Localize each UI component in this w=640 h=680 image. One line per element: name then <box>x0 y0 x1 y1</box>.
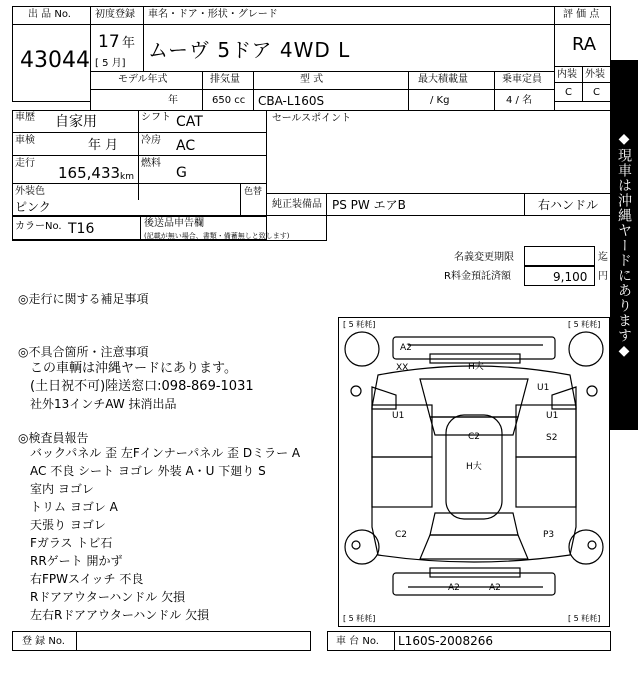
name-change-box <box>524 246 595 266</box>
max-load-value: / Kg <box>430 95 450 106</box>
color-no-label: カラーNo. <box>15 221 62 232</box>
damage-mark: C2 <box>468 432 481 442</box>
inspection-label: 車検 <box>15 135 35 146</box>
inspector-line: RRゲート 開かず <box>30 554 123 568</box>
max-load-label: 最大積載量 <box>418 74 468 85</box>
inspector-line: 左右Rドアアウターハンドル 欠損 <box>30 608 210 622</box>
sales-point-label: セールスポイント <box>272 113 352 124</box>
name-change-unit: 迄 <box>598 252 608 263</box>
fuel-value: G <box>176 165 187 181</box>
inspector-line: 天張り ヨゴレ <box>30 518 106 532</box>
first-reg-label: 初度登録 <box>95 9 135 20</box>
name-change-label: 名義変更期限 <box>454 252 514 263</box>
damage-mark: U1 <box>392 411 405 421</box>
tire-depth-top-right: [ 5 粍耗] <box>568 320 601 329</box>
aircon-value: AC <box>176 138 196 154</box>
post-reg-label: 後送品申告欄 <box>144 218 204 229</box>
damage-mark: C2 <box>395 530 408 540</box>
mileage-unit: km <box>120 172 134 182</box>
damage-mark: U1 <box>537 383 550 393</box>
reg-no-label: 登 録 No. <box>22 636 65 647</box>
inspector-title: ◎検査員報告 <box>18 431 89 445</box>
tire-depth-bottom-right: [ 5 粍耗] <box>568 614 601 623</box>
equipment-label: 純正装備品 <box>272 199 322 210</box>
first-reg-month: [ 5 月] <box>95 58 126 69</box>
score-label: 評 価 点 <box>563 9 600 20</box>
inspector-line: 右FPWスイッチ 不良 <box>30 572 144 586</box>
chassis-value: L160S-2008266 <box>398 634 493 648</box>
displacement-label: 排気量 <box>210 74 240 85</box>
damage-mark: A2 <box>489 583 501 593</box>
recycle-value: 9,100 <box>553 270 588 284</box>
model-year-unit: 年 <box>168 95 178 106</box>
equipment-value: PS PW エアB <box>332 198 406 212</box>
displacement-value: 650 cc <box>212 95 246 106</box>
okinawa-yard-banner: ◆現車は沖縄ヤードにあります◆ <box>610 60 638 430</box>
post-reg-note: (記載が無い場合、書類・備蓄無しと致します) <box>144 232 290 240</box>
exterior-label: 外装 <box>585 69 605 80</box>
color-label: 外装色 <box>15 186 45 197</box>
damage-mark: A2 <box>400 343 412 353</box>
capacity-value: 4 / 名 <box>506 95 533 106</box>
color-change-label: 色替 <box>244 187 263 197</box>
capacity-label: 乗車定員 <box>502 74 542 85</box>
tire-depth-top-left: [ 5 粍耗] <box>343 320 376 329</box>
color-value: ピンク <box>15 200 51 214</box>
issues-title: ◎不具合箇所・注意事項 <box>18 345 149 359</box>
type-value: CBA-L160S <box>258 94 325 108</box>
score-value: RA <box>572 34 597 55</box>
color-no-value: T16 <box>68 221 95 237</box>
issue-line: 社外13インチAW 抹消出品 <box>30 397 177 411</box>
aircon-label: 冷房 <box>141 135 161 146</box>
damage-mark: XX <box>396 363 409 373</box>
model-year-label: モデル年式 <box>118 74 168 85</box>
mileage-value: 165,433 <box>58 164 121 182</box>
issue-line: この車輌は沖縄ヤードにあります。 <box>30 361 237 376</box>
car-name: ムーヴ 5ドア 4WD L <box>148 38 351 62</box>
shift-value: CAT <box>176 114 203 130</box>
interior-label: 内装 <box>557 69 577 80</box>
inspector-line: Rドアアウターハンドル 欠損 <box>30 590 186 604</box>
inspector-line: バックパネル 歪 左Fインナーパネル 歪 Dミラー A <box>30 446 301 460</box>
type-label: 型 式 <box>300 74 324 85</box>
driving-notes-title: ◎走行に関する補足事項 <box>18 292 149 306</box>
handle-value: 右ハンドル <box>538 198 599 212</box>
first-reg-year-unit: 年 <box>122 36 136 51</box>
damage-mark: S2 <box>546 433 558 443</box>
damage-mark: H大 <box>468 362 484 372</box>
inspector-line: 室内 ヨゴレ <box>30 482 94 496</box>
shift-label: シフト <box>141 112 171 123</box>
lot-label: 出 品 No. <box>28 9 71 20</box>
damage-mark: H大 <box>466 462 482 472</box>
damage-mark: U1 <box>546 411 559 421</box>
recycle-unit: 円 <box>598 271 608 282</box>
chassis-label: 車 台 No. <box>336 636 379 647</box>
damage-mark: P3 <box>543 530 555 540</box>
inspector-line: トリム ヨゴレ A <box>30 500 118 514</box>
tire-depth-bottom-left: [ 5 粍耗] <box>343 614 376 623</box>
inspector-line: AC 不良 シート ヨゴレ 外装 A・U 下廻り S <box>30 464 266 478</box>
recycle-label: R料金預託済額 <box>444 271 511 282</box>
fuel-label: 燃料 <box>141 158 161 169</box>
history-value: 自家用 <box>55 114 97 130</box>
car-name-label: 車名・ドア・形状・グレード <box>148 9 278 20</box>
history-label: 車歴 <box>15 112 35 123</box>
inspection-value: 年 月 <box>88 138 119 153</box>
first-reg-year: 17 <box>98 32 120 52</box>
interior-value: C <box>565 87 572 98</box>
mileage-label: 走行 <box>15 158 35 169</box>
exterior-value: C <box>593 87 600 98</box>
lot-number: 43044 <box>20 48 90 73</box>
issue-line: (土日祝不可)陸送窓口:098-869-1031 <box>30 379 254 394</box>
inspector-line: Fガラス トビ石 <box>30 536 113 550</box>
damage-mark: A2 <box>448 583 460 593</box>
